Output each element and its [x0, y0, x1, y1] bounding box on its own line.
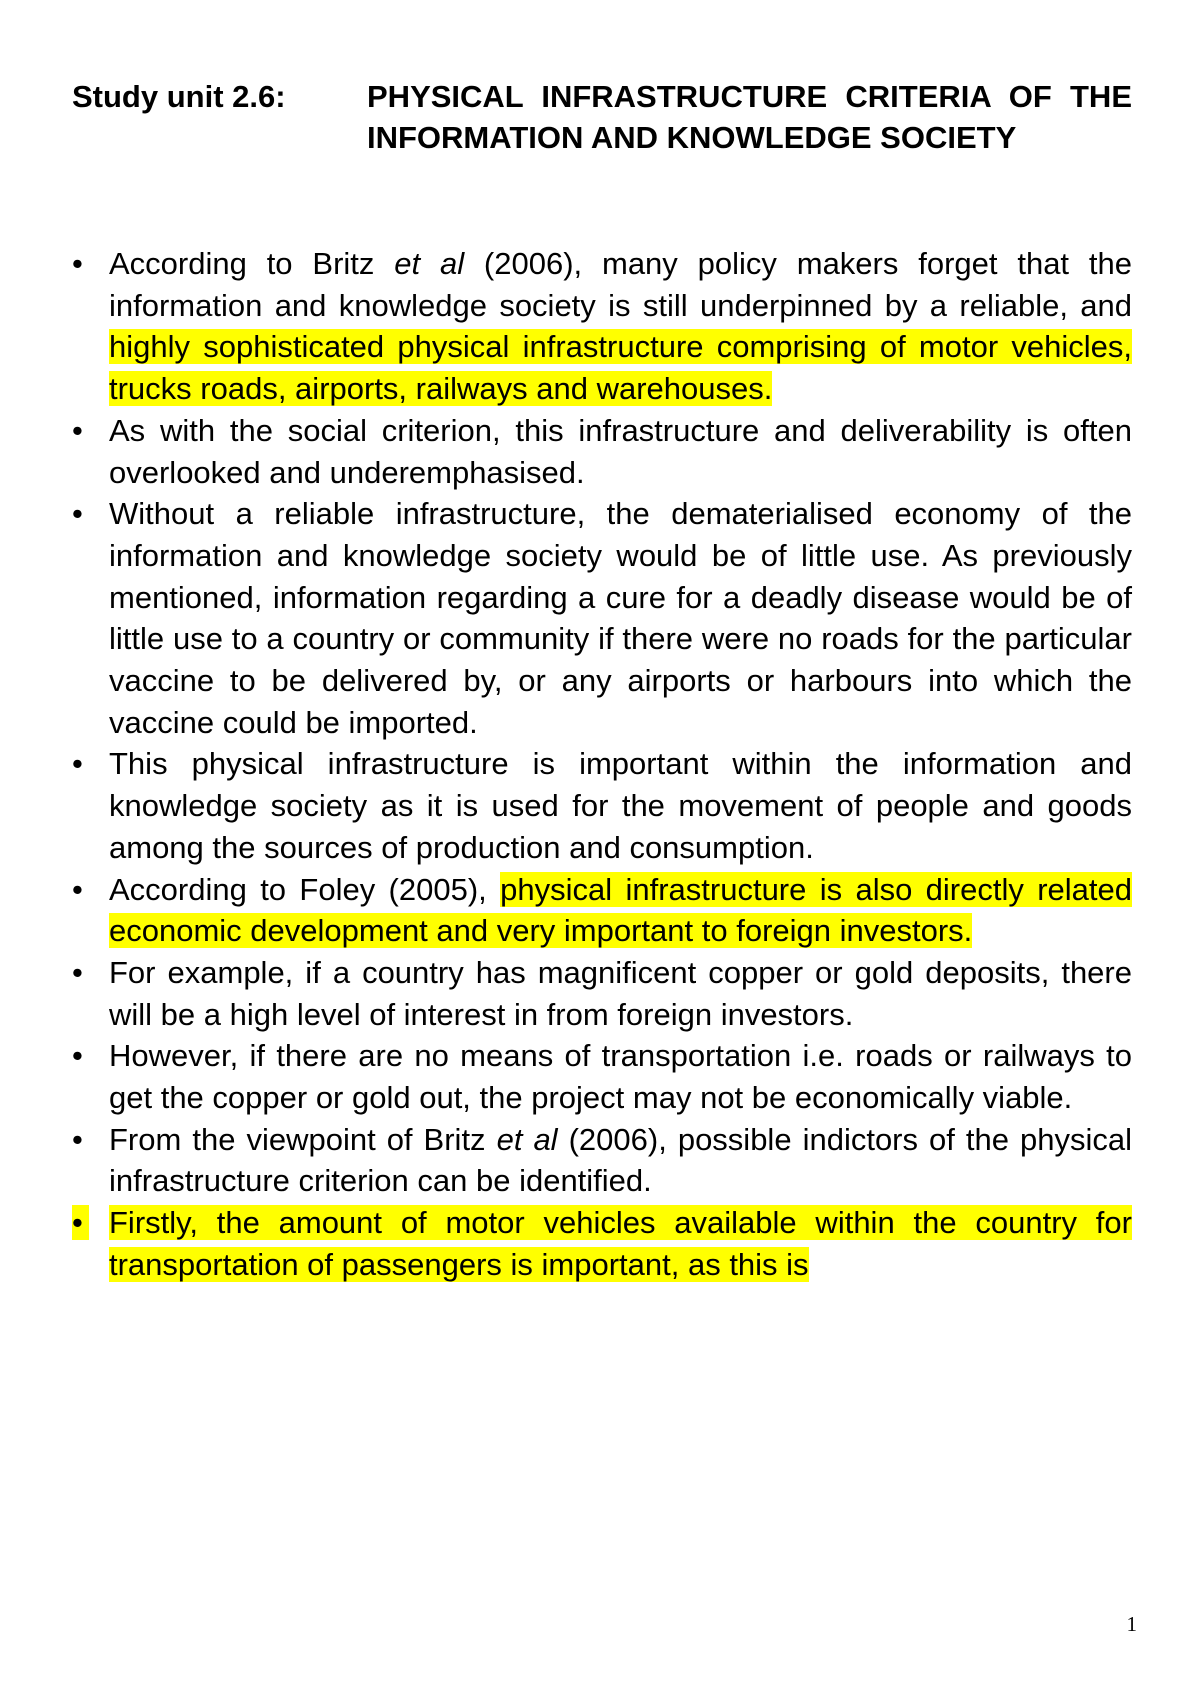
bullet-item — [72, 869, 1132, 952]
bullet-list — [72, 243, 1132, 1286]
bullet-text: As with the social criterion, this infrastructure and deliverability is often overlooked and underemphasised. — [109, 412, 1132, 490]
bullet-marker: • — [72, 871, 83, 907]
study-unit-title: PHYSICAL INFRASTRUCTURE CRITERIA OF THE INFORMATION AND KNOWLEDGE SOCIETY — [367, 79, 1132, 155]
bullet-text: According to Foley (2005), — [109, 871, 501, 907]
bullet-text: However, if there are no means of transportation i.e. roads or railways to get the copper or gold out, the project may not be economically viable. — [109, 1038, 1132, 1116]
bullet-marker: • — [72, 412, 83, 448]
bullet-marker: • — [72, 1121, 83, 1157]
bullet-marker: • — [72, 1038, 83, 1074]
study-unit-heading — [72, 76, 1132, 158]
highlighted-text: physical infrastructure is also directly related economic development and very important to foreign investors. — [109, 871, 1132, 949]
bullet-marker: • — [72, 496, 83, 532]
bullet-marker: • — [72, 1202, 100, 1244]
bullet-marker: • — [72, 246, 83, 281]
highlighted-text: highly sophisticated physical infrastructure comprising of motor vehicles, trucks roads, airports, railways and warehouses. — [109, 329, 1132, 407]
bullet-item — [72, 1202, 1132, 1285]
page-number: 1 — [1126, 1612, 1137, 1636]
bullet-text: From the viewpoint of Britz — [109, 1121, 497, 1157]
bullet-text: This physical infrastructure is important within the information and knowledge society as it is used for the movement of people and goods among the sources of production and consumption. — [109, 746, 1132, 865]
bullet-item — [72, 952, 1132, 1035]
bullet-text: (2006), many policy makers forget that the information and knowledge society is still underpinned by a reliable, and — [109, 246, 1132, 323]
italic-text: et al — [496, 1121, 558, 1157]
bullet-marker: • — [72, 954, 83, 990]
bullet-text: (2006), possible indictors of the physical infrastructure criterion can be identified. — [109, 1121, 1132, 1199]
bullet-item — [72, 1035, 1132, 1118]
bullet-item — [72, 1119, 1132, 1202]
italic-text: et al — [394, 246, 465, 281]
bullet-item — [72, 243, 1132, 410]
bullet-text: According to Britz — [109, 246, 395, 281]
bullet-item — [72, 493, 1132, 743]
bullet-text: Without a reliable infrastructure, the dematerialised economy of the information and knowledge society would be of little use. As previously mentioned, information regarding a cure for a deadly disease would be of little use to a country or community if there were no roads for the particular vaccine to be delivered by, or any airports or harbours into which the vaccine could be imported. — [109, 496, 1132, 740]
highlighted-text: Firstly, the amount of motor vehicles available within the country for transportation of passengers is important, as this is — [109, 1205, 1132, 1282]
bullet-marker: • — [72, 746, 83, 782]
bullet-item — [72, 743, 1132, 868]
study-unit-label: Study unit 2.6: — [72, 79, 286, 114]
bullet-text: For example, if a country has magnificent copper or gold deposits, there will be a high level of interest in from foreign investors. — [109, 954, 1132, 1032]
bullet-item — [72, 410, 1132, 493]
